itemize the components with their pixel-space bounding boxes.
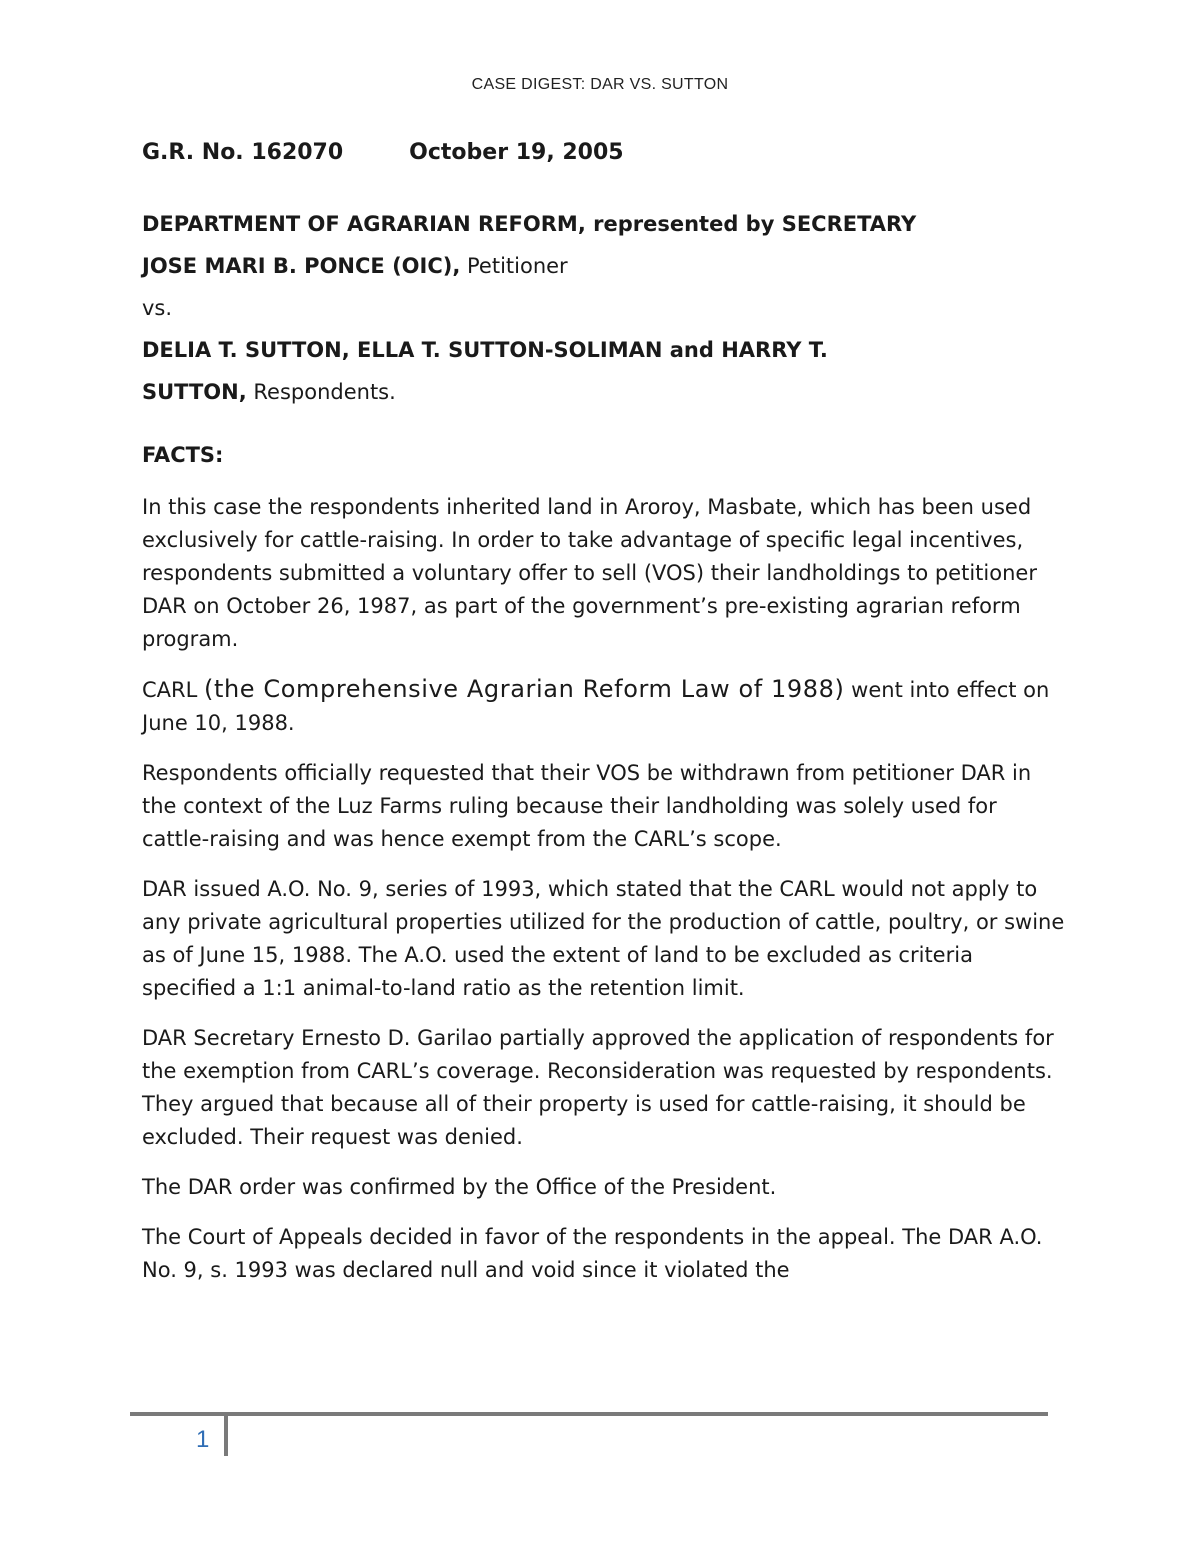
page-number: 1 [196,1426,210,1453]
respondents-line-2 [142,371,1067,413]
gr-number: G.R. No. 162070 [142,140,344,165]
case-date: October 19, 2005 [409,140,624,165]
footer-page-bar [224,1416,228,1456]
carl-effectivity: went into effect on June 10, 1988. [142,678,1050,735]
facts-paragraph-5: DAR Secretary Ernesto D. Garilao partially approved the application of respondents for the exemption from CARL’s coverage. Reconsideration was requested by respondents. They argued that because all of their property is used for cattle-raising, it should be excluded. Their request was denied. [142,1026,1054,1149]
petitioner-line-1 [142,203,1067,245]
facts-heading: FACTS: [142,443,224,467]
respondents-line-1 [142,329,1067,371]
petitioner-role: Petitioner [460,254,568,278]
respondents-name-end: SUTTON, [142,380,247,404]
petitioner-officer: JOSE MARI B. PONCE (OIC), [142,254,461,278]
petitioner-line-2 [142,245,1067,287]
facts-paragraph-1: In this case the respondents inherited land in Aroroy, Masbate, which has been used exclusively for cattle-raising. In order to take advantage of specific legal incentives, respondents submitted a voluntary offer to sell (VOS) their landholdings to petitioner DAR on October 26, 1987, as part of the government’s pre-existing agrarian reform program. [142,495,1037,651]
page-header: CASE DIGEST: DAR VS. SUTTON [471,76,729,93]
carl-full-name: (the Comprehensive Agrarian Reform Law of 1988) [204,675,845,703]
footer-divider [130,1412,1048,1416]
respondents-names: DELIA T. SUTTON, ELLA T. SUTTON-SOLIMAN and HARRY T. [142,338,828,362]
facts-paragraph-7: The Court of Appeals decided in favor of the respondents in the appeal. The DAR A.O. No. 9, s. 1993 was declared null and void since it violated the [142,1225,1043,1282]
versus: vs. [142,296,173,320]
carl-acronym: CARL [142,678,204,702]
facts-paragraph-4: DAR issued A.O. No. 9, series of 1993, which stated that the CARL would not apply to any private agricultural properties utilized for the production of cattle, poultry, or swine as of June 15, 1988. The A.O. used the extent of land to be excluded as criteria specified a 1:1 animal-to-land ratio as the retention limit. [142,877,1065,1000]
facts-paragraph-3: Respondents officially requested that their VOS be withdrawn from petitioner DAR in the context of the Luz Farms ruling because their landholding was solely used for cattle-raising and was hence exempt from the CARL’s scope. [142,761,1032,851]
case-line [142,140,1067,165]
facts-paragraph-2 [142,673,1067,740]
document-body [142,140,1067,1304]
respondents-role: Respondents. [246,380,396,404]
facts-paragraph-6: The DAR order was confirmed by the Office of the President. [142,1175,777,1199]
petitioner-name: DEPARTMENT OF AGRARIAN REFORM, represented by SECRETARY [142,212,917,236]
